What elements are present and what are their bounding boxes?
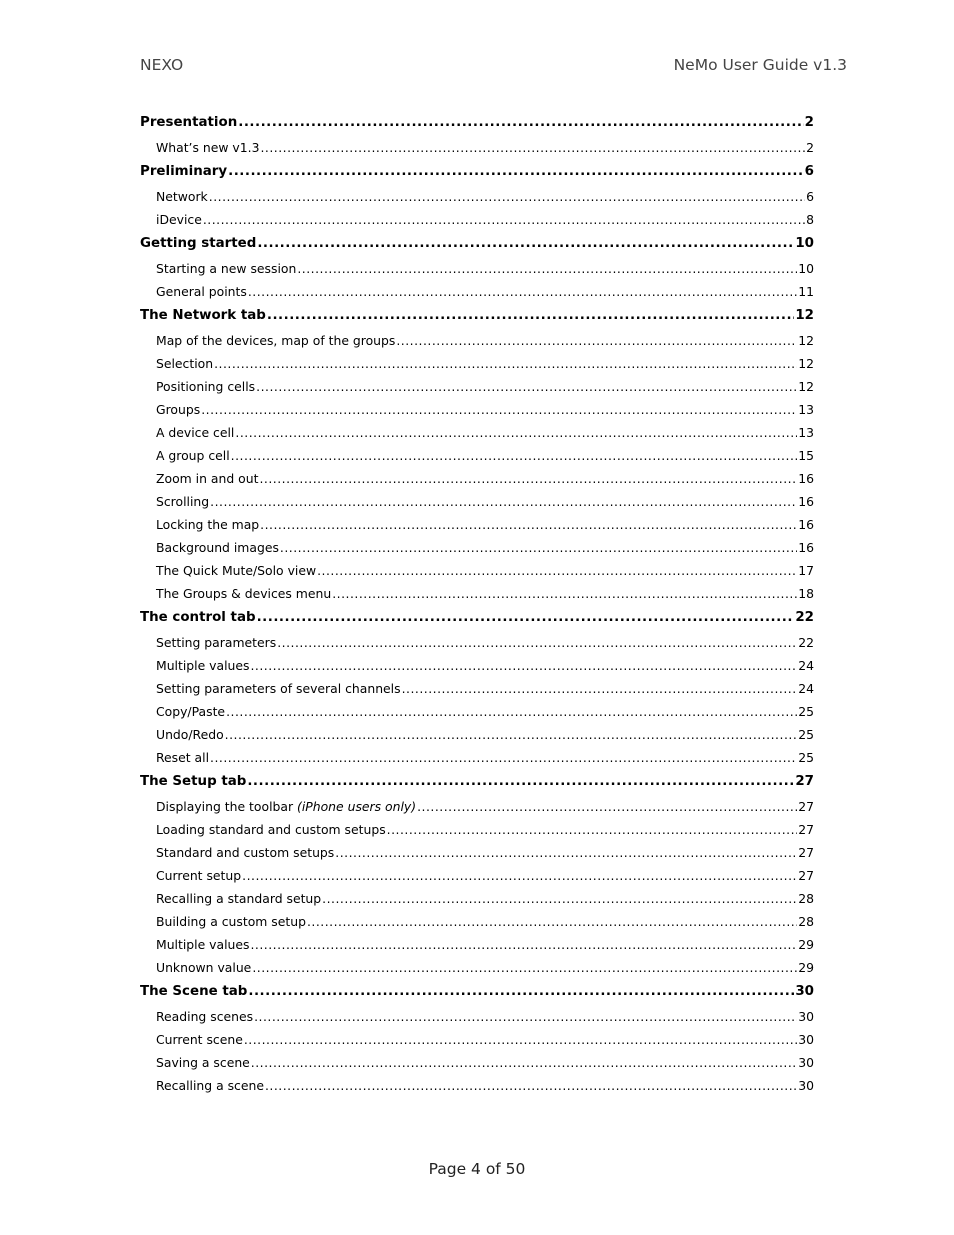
toc-entry-title-text: The Quick Mute/Solo view [156,563,317,578]
toc-subsection-entry[interactable] [140,677,814,700]
toc-subsection-entry[interactable] [140,700,814,723]
toc-page-number: 12 [798,379,814,394]
toc-dot-leader [214,352,797,375]
toc-entry-title [156,1028,243,1051]
toc-dot-leader [201,398,797,421]
toc-dot-leader [242,864,797,887]
toc-entry-title [156,677,401,700]
toc-entry-title-text: Reset all [156,750,210,765]
toc-subsection-entry[interactable] [140,513,814,536]
toc-entry-title-text: Starting a new session [156,261,297,276]
toc-entry-title [156,490,209,513]
toc-subsection-entry[interactable] [140,375,814,398]
toc-entry-title [156,467,258,490]
toc-page-number: 24 [798,681,814,696]
toc-entry-title [156,375,255,398]
toc-page-number: 28 [798,914,814,929]
toc-dot-leader [297,257,797,280]
toc-dot-leader [259,467,797,490]
toc-entry-title-text: Unknown value [156,960,252,975]
toc-entry-title [140,303,266,329]
toc-entry-title [156,887,321,910]
toc-dot-leader [231,444,798,467]
toc-dot-leader [235,421,797,444]
toc-entry-title-text: Recalling a standard setup [156,891,322,906]
toc-dot-leader [322,887,797,910]
toc-entry-title-text: Getting started [140,236,257,251]
toc-subsection-entry[interactable] [140,559,814,582]
toc-dot-leader [265,1074,797,1097]
toc-entry-title-text: Background images [156,540,279,555]
toc-page-number: 28 [798,891,814,906]
toc-entry-title [156,582,331,605]
toc-entry-title [156,654,249,677]
toc-dot-leader [402,677,798,700]
toc-entry-title-text: Displaying the toolbar [156,799,297,814]
toc-page-number: 27 [798,822,814,837]
toc-entry-title [156,329,395,352]
toc-entry-title [156,1005,253,1028]
toc-entry-title [156,136,259,159]
toc-page-number: 30 [798,1032,814,1047]
toc-entry-title [156,723,224,746]
toc-dot-leader [226,700,797,723]
toc-dot-leader [228,159,804,185]
toc-subsection-entry[interactable] [140,631,814,654]
toc-dot-leader [210,746,797,769]
toc-entry-title-text: Map of the devices, map of the groups [156,333,396,348]
toc-entry-title [156,956,251,979]
toc-page-number: 30 [795,984,814,999]
toc-page-number: 8 [806,212,814,227]
toc-dot-leader [238,110,803,136]
toc-entry-title [156,280,247,303]
page-number: Page 4 of 50 [428,1160,526,1178]
toc-entry-title-text: Loading standard and custom setups [156,822,386,837]
toc-subsection-entry[interactable] [140,185,814,208]
toc-page-number: 16 [798,471,814,486]
toc-subsection-entry[interactable] [140,329,814,352]
toc-entry-title-text: Positioning cells [156,379,256,394]
toc-subsection-entry[interactable] [140,257,814,280]
toc-entry-title-text: The control tab [140,610,256,625]
toc-section-entry[interactable] [140,110,814,136]
toc-subsection-entry[interactable] [140,956,814,979]
toc-dot-leader [225,723,798,746]
toc-page-number: 16 [798,517,814,532]
toc-section-entry[interactable] [140,769,814,795]
toc-dot-leader [257,605,795,631]
toc-entry-title-text: Setting parameters [156,635,277,650]
toc-subsection-entry[interactable] [140,864,814,887]
toc-entry-title-text: Network [156,189,208,204]
toc-entry-title [156,864,241,887]
toc-entry-title [156,421,234,444]
toc-page-number: 25 [798,704,814,719]
toc-subsection-entry[interactable] [140,490,814,513]
toc-subsection-entry[interactable] [140,841,814,864]
toc-entry-title-text: Setting parameters of several channels [156,681,401,696]
toc-page-number: 30 [798,1078,814,1093]
header-document-title: NeMo User Guide v1.3 [673,56,847,74]
toc-entry-title [156,795,416,818]
toc-entry-title-emphasis: (iPhone users only) [297,799,417,814]
toc-dot-leader [277,631,797,654]
toc-entry-title [140,110,237,136]
toc-entry-title [156,185,208,208]
toc-page-number: 29 [798,960,814,975]
toc-entry-title-text: What’s new v1.3 [156,140,260,155]
toc-page-number: 12 [798,333,814,348]
toc-page-number: 18 [798,586,814,601]
toc-dot-leader [260,136,805,159]
toc-subsection-entry[interactable] [140,910,814,933]
toc-entry-title-text: Undo/Redo [156,727,224,742]
toc-subsection-entry[interactable] [140,352,814,375]
toc-entry-title [140,769,246,795]
toc-dot-leader [251,1051,797,1074]
toc-dot-leader [250,654,797,677]
toc-subsection-entry[interactable] [140,1051,814,1074]
toc-subsection-entry[interactable] [140,536,814,559]
toc-page-number: 24 [798,658,814,673]
toc-subsection-entry[interactable] [140,1028,814,1051]
toc-entry-title [140,979,247,1005]
toc-page-number: 6 [804,164,814,179]
toc-entry-title [140,605,256,631]
toc-page-number: 10 [795,236,814,251]
toc-entry-title [156,746,209,769]
toc-section-entry[interactable] [140,979,814,1005]
toc-page-number: 11 [798,284,814,299]
toc-dot-leader [332,582,797,605]
toc-page-number: 2 [804,115,814,130]
header-company: NEXO [140,56,184,74]
toc-subsection-entry[interactable] [140,208,814,231]
toc-entry-title-text: The Network tab [140,308,266,323]
toc-page-number: 22 [795,610,814,625]
toc-subsection-entry[interactable] [140,421,814,444]
toc-entry-title [156,257,296,280]
toc-page-number: 12 [795,308,814,323]
toc-page-number: 6 [806,189,814,204]
toc-page-number: 16 [798,540,814,555]
toc-dot-leader [396,329,797,352]
toc-page-number: 27 [798,868,814,883]
toc-subsection-entry[interactable] [140,444,814,467]
toc-dot-leader [257,231,794,257]
toc-dot-leader [247,769,794,795]
toc-entry-title-text: The Scene tab [140,984,248,999]
toc-section-entry[interactable] [140,159,814,185]
toc-dot-leader [267,303,794,329]
toc-entry-title-text: Reading scenes [156,1009,254,1024]
toc-entry-title-text: A device cell [156,425,235,440]
toc-entry-title-text: Current setup [156,868,242,883]
toc-entry-title-text: The Groups & devices menu [156,586,332,601]
toc-subsection-entry[interactable] [140,933,814,956]
toc-dot-leader [244,1028,797,1051]
toc-entry-title [156,208,202,231]
toc-subsection-entry[interactable] [140,1074,814,1097]
toc-subsection-entry[interactable] [140,887,814,910]
toc-entry-title-text: Zoom in and out [156,471,259,486]
toc-entry-title-text: A group cell [156,448,230,463]
toc-subsection-entry[interactable] [140,280,814,303]
toc-subsection-entry[interactable] [140,582,814,605]
toc-section-entry[interactable] [140,605,814,631]
toc-dot-leader [387,818,798,841]
toc-entry-title [140,231,256,257]
toc-entry-title [156,910,306,933]
toc-page-number: 27 [798,845,814,860]
toc-dot-leader [250,933,797,956]
toc-entry-title-text: Locking the map [156,517,260,532]
toc-entry-title-text: Presentation [140,115,238,130]
toc-subsection-entry[interactable] [140,467,814,490]
toc-subsection-entry[interactable] [140,398,814,421]
toc-dot-leader [210,490,797,513]
toc-entry-title [156,398,200,421]
toc-page-number: 13 [798,425,814,440]
toc-dot-leader [335,841,797,864]
toc-entry-title [156,700,225,723]
toc-dot-leader [209,185,805,208]
toc-dot-leader [203,208,805,231]
toc-section-entry[interactable] [140,231,814,257]
toc-dot-leader [254,1005,797,1028]
toc-entry-title-text: Preliminary [140,164,228,179]
toc-page-number: 30 [798,1055,814,1070]
toc-page-number: 30 [798,1009,814,1024]
toc-entry-title [156,536,279,559]
toc-entry-title [156,513,259,536]
toc-entry-title [156,933,249,956]
toc-entry-title-text: General points [156,284,247,299]
toc-entry-title [156,818,386,841]
toc-page-number: 15 [798,448,814,463]
toc-entry-title [156,444,230,467]
toc-subsection-entry[interactable] [140,723,814,746]
toc-entry-title [156,841,334,864]
toc-subsection-entry[interactable] [140,746,814,769]
toc-entry-title-text: Selection [156,356,214,371]
toc-entry-title-text: Multiple values [156,658,250,673]
toc-page-number: 13 [798,402,814,417]
toc-entry-title-text: Building a custom setup [156,914,306,929]
toc-dot-leader [280,536,797,559]
toc-page-number: 29 [798,937,814,952]
toc-subsection-entry[interactable] [140,136,814,159]
toc-page-number: 10 [798,261,814,276]
toc-subsection-entry[interactable] [140,818,814,841]
toc-entry-title [156,1074,264,1097]
toc-entry-title-text: Saving a scene [156,1055,250,1070]
toc-entry-title [156,559,316,582]
toc-entry-title-text: Copy/Paste [156,704,226,719]
toc-dot-leader [256,375,797,398]
toc-entry-title-text: Recalling a scene [156,1078,264,1093]
toc-dot-leader [248,979,794,1005]
toc-entry-title [156,352,213,375]
toc-entry-title [156,631,276,654]
toc-entry-title [156,1051,250,1074]
toc-entry-title-text: Multiple values [156,937,250,952]
toc-subsection-entry[interactable] [140,654,814,677]
toc-page-number: 25 [798,727,814,742]
toc-dot-leader [307,910,797,933]
toc-page-number: 12 [798,356,814,371]
toc-entry-title-text: Current scene [156,1032,243,1047]
toc-dot-leader [260,513,797,536]
toc-page-number: 27 [795,774,814,789]
toc-page-number: 27 [798,799,814,814]
toc-dot-leader [252,956,797,979]
toc-entry-title-text: Scrolling [156,494,210,509]
toc-page-number: 16 [798,494,814,509]
toc-page-number: 2 [806,140,814,155]
toc-subsection-entry[interactable] [140,1005,814,1028]
toc-dot-leader [317,559,797,582]
toc-dot-leader [417,795,797,818]
toc-page-number: 17 [798,563,814,578]
toc-dot-leader [248,280,797,303]
toc-entry-title-text: iDevice [156,212,202,227]
toc-page-number: 22 [798,635,814,650]
toc-entry-title [140,159,227,185]
toc-entry-title-text: Standard and custom setups [156,845,335,860]
toc-section-entry[interactable] [140,303,814,329]
toc-page-number: 25 [798,750,814,765]
toc-subsection-entry[interactable] [140,795,814,818]
table-of-contents [140,110,814,1097]
toc-entry-title-text: Groups [156,402,201,417]
toc-entry-title-text: The Setup tab [140,774,247,789]
